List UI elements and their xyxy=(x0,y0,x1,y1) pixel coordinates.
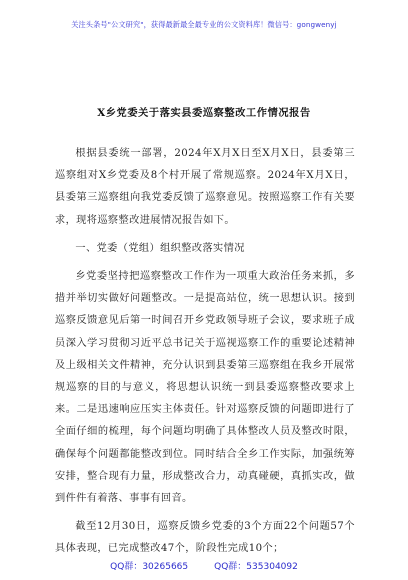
document-title: X乡党委关于落实县委巡察整改工作情况报告 xyxy=(97,107,311,119)
paragraph-intro: 根据县委统一部署，2024年X月X日至X月X日，县委第三巡察组对X乡党委及8个村开展了常规巡察。2024年X月X日，县委第三巡察组向我党委反馈了巡察意见。按照巡察工作有关要求，现将巡察整改进展情况报告如下。 xyxy=(55,148,355,226)
paragraph-rectification: 乡党委坚持把巡察整改工作作为一项重大政治任务来抓，多措并举切实做好问题整改。一是提高站位，统一思想认识。接到巡察反馈意见后第一时间召开乡党政领导班子会议，要求班子成员深入学习贯彻习近平总书记关于巡视巡察工作的重要论述精神及上级相关文件精神，充分认识到县委第三巡察组在我乡开展常规巡察的目的与意义，将思想认识统一到县委巡察整改要求上来。二是迅速响应压实主体责任。针对巡察反馈的问题即进行了全面仔细的梳理，每个问题均明确了具体整改人员及整改时限，确保每个问题都能整改到位。同时结合全乡工作实际，加强统筹安排，整合现有力量，形成整改合力，动真碰硬，真抓实改，做到件件有着落、事事有回音。 xyxy=(55,271,355,505)
document-body xyxy=(55,143,355,561)
footer-qq-group-2: QQ群：535304092 xyxy=(214,562,298,572)
footer-qq-group-1: QQ群：30265665 xyxy=(110,562,189,572)
paragraph-progress: 截至12月30日，巡察反馈乡党委的3个方面22个问题57个具体表现，已完成整改47个，阶段性完成10个； xyxy=(55,521,355,555)
header-banner: 关注头条号"公文研究"，获得最新最全最专业的公文资料库！微信号：gongwenyj xyxy=(71,20,337,29)
section-heading: 一、党委（党组）组织整改落实情况 xyxy=(75,242,245,254)
footer-qq-groups xyxy=(0,559,408,572)
